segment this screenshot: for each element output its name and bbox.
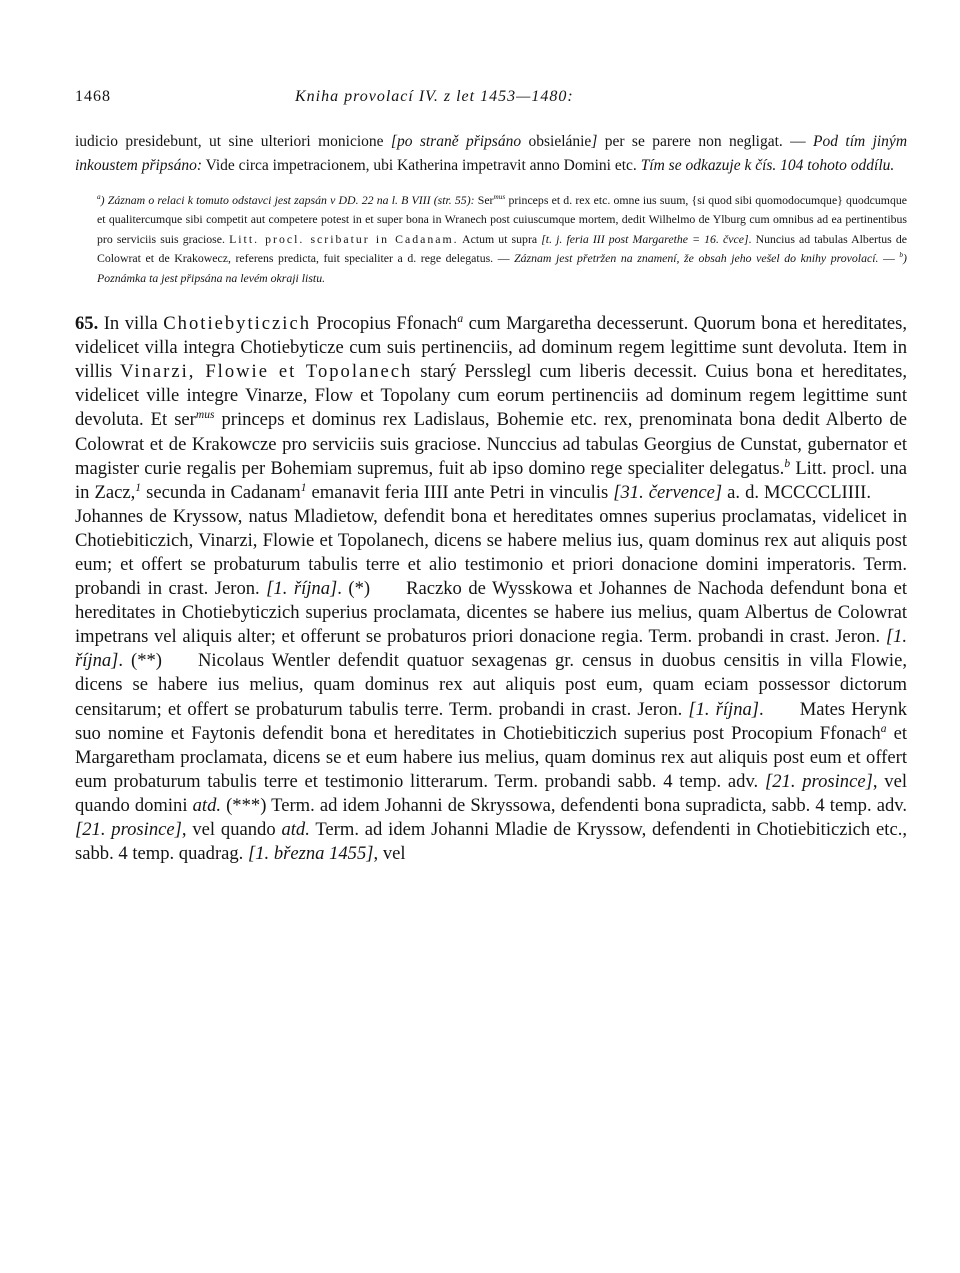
text-run: princeps et dominus rex Ladislaus, Bohemie etc. rex, prenominata bona dedit Alberto de Colowrat et de Krakowcze pro serviciis suis graciose. Nunccius ad tabulas Georgius de Cunstat, gubernator et magister curie regalis per Bohemiam supremus, fuit ab ipso domino rege specialiter delegatus. [75,409,907,479]
cross-reference: Tím se odkazuje k čís. 104 tohoto oddílu. [640,156,895,174]
running-title: Kniha provolací IV. z let 1453—1480: [295,88,574,105]
text-run: In villa [98,313,164,335]
place-name: Chotiebyticzich [163,313,312,335]
page [75,88,907,866]
place-name: Vinarzi, Flowie et Topolanech [120,361,413,383]
text-run: Term. ad idem Johanni Mladie de Kryssow, defendenti in Chotiebiticzich etc., sabb. 4 temp. quadrag. [75,819,908,865]
text-run: . (**) [118,650,162,672]
text-run: princeps et d. rex etc. omne ius suum, {si quod sibi quomodocumque} quodcumque et qualitercumque sibi competit aut competere potest in et super bona in Wranech post cuiuscumque mortem, dedit Wilhelmo de Ylburg cum omnibus ad ea pertinentibus pro serviciis suis graciose. [97,193,907,246]
footnote-marker: 1 [300,481,307,494]
editorial-date: [31. července] [613,481,723,503]
text-run: (***) Term. ad idem Johanni de Skryssowa, defendenti bona supradicta, sabb. 4 temp. adv. [221,794,907,816]
footnote-b: ) Poznámka ta jest připsána na levém okraji listu. [97,251,907,285]
footnote-marker: a [880,722,887,735]
text-run: Ser [474,193,494,207]
spaced-text: Litt. procl. scribatur in Cadanam. [229,231,459,246]
text-run: et Margaretham proclamata, dicens se et eum habere ius melius, quam dominus rex aut aliquis post eum et offert eum probaturum tabulis terre et testimonio litterarum. Term. probandi sabb. 4 temp. adv. [75,722,907,792]
editorial-date: [1. března 1455] [247,843,374,865]
text-run: Nicolaus Wentler defendit quatuor sexagenas gr. census in duobus censitis in villa Flowie, dicens se habere ius melius, quam dominus rex aut aliquis post eum, quam eciam possessor dictorum censitarum; et offert se probaturum tabulis terre. Term. probandi in crast. Jeron. [75,650,907,720]
text-run: . (*) [337,578,371,600]
editorial-date: [1. října] [266,578,338,600]
editorial-date: [1. října] [688,698,760,720]
text-run: emanavit feria IIII ante Petri in vinculis [306,481,614,503]
text-run: per se parere non negligat. — [597,133,814,150]
editorial-abbrev: atd. [192,794,222,816]
editorial-date: [21. prosince] [75,819,182,840]
footnote-marker: 1 [135,481,142,494]
footnote-heading: ) Záznam o relaci k tomuto odstavci jest zapsán v DD. 22 na l. B VIII (str. 55): [100,193,475,207]
editorial-abbrev: atd. [281,819,310,840]
footnote-marker: b [899,250,904,260]
text-run: starý Persslegl cum liberis decessit. Cuius bona et hereditates, videlicet ville integre Vinarze, Flow et Topolany cum eorum pertinenciis ad dominum regem legittime sunt devoluta. Et ser [75,361,907,431]
text-run: Raczko de Wysskowa et Johannes de Nachoda defendunt bona et hereditates in Chotiebyticzich superius proclamata, dicentes se habere ius melius, quam Albertus de Colowrat impetrans vel aliquis alter; et offerunt se probaturos priori donacione regia. Term. probandi in crast. Jeron. [75,578,908,648]
entry-65 [75,312,907,866]
text-run: secunda in Cadanam [141,481,301,503]
superscript: mus [493,192,506,202]
running-header [75,88,907,114]
footnotes [75,191,907,288]
editorial-note: Záznam jest přetržen na znamení, že obsah jeho vešel do knihy provolací. [514,251,879,266]
editorial-note: Pod tím jiným inkoustem připsáno: [75,133,908,174]
text-run: a. d. MCCCCLIIII. [722,481,871,503]
editorial-date: [t. j. feria III post Margarethe = 16. čvce] [541,231,749,246]
entry-number: 65. [75,313,99,335]
editorial-date: [1. října] [75,626,907,672]
text-run: cum Margaretha decesserunt. Quorum bona et hereditates, videlicet villa integra Chotiebyticze cum suis pertinenciis, ad dominum regem legittime sunt devoluta. Item in villis [75,313,907,383]
text-run: , vel [373,843,406,865]
text-run: obsielánie [521,133,592,150]
editorial-bracket: ] [591,133,598,150]
footnote-marker: a [457,312,464,325]
text-run: Actum ut supra [458,231,542,246]
text-run: . [759,698,764,720]
text-run: . Nuncius ad tabulas Albertus de Colowrat et de Krakowecz, referens predicta, fuit specialiter a d. rege delegatus. — [97,231,907,266]
text-run: Procopius Ffonach [311,313,458,335]
text-run: Litt. procl. una in Zacz, [75,457,907,503]
superscript: mus [195,409,215,422]
footnote-marker: b [784,457,791,470]
text-run: — [878,251,900,266]
text-run: Vide circa impetracionem, ubi Katherina impetravit anno Domini etc. [202,156,641,174]
editorial-date: [21. prosince] [765,770,873,792]
footnote-a [75,191,907,288]
text-run: , vel quando [181,819,282,840]
text-run: iudicio presidebunt, ut sine ulteriori monicione [75,133,391,150]
page-number: 1468 [75,88,111,105]
editorial-note: [po straně připsáno [390,133,522,150]
footnote-marker: a [97,192,101,202]
continuation-paragraph [75,130,907,177]
text-run: Johannes de Kryssow, natus Mladietow, defendit bona et hereditates omnes superius proclamatas, videlicet in Chotiebiticzich, Vinarzi, Flowie et Topolanech, dicens se habere melius ius, quam dominus rex aut aliquis post eum; et offert se probaturum tabulis terre et alio testimonio et priori donacione domini imperatoris. Term. probandi in crast. Jeron. [75,505,907,600]
text-run: , vel quando domini [75,770,907,816]
text-run: Mates Herynk suo nomine et Faytonis defendit bona et hereditates in Chotiebiticzich superius post Procopium Ffonach [75,698,907,744]
